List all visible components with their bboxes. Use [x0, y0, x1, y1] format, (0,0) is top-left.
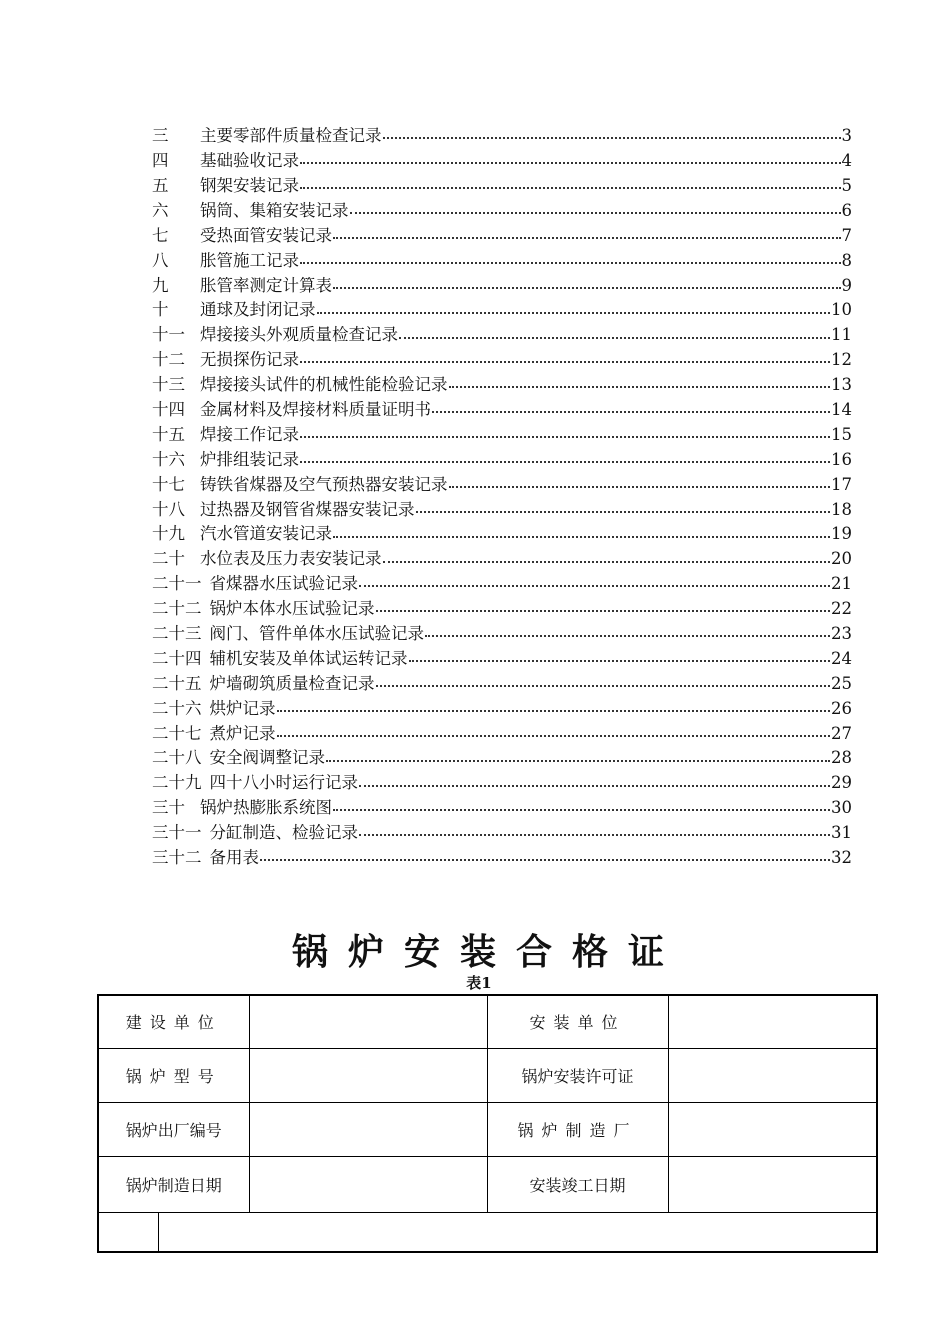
toc-page-number: 31	[831, 823, 852, 843]
toc-number: 十七	[152, 474, 185, 494]
toc-page-number: 15	[831, 424, 852, 444]
toc-entry	[152, 323, 852, 348]
toc-number: 二十七	[152, 723, 202, 743]
toc-title: 通球及封闭记录	[200, 300, 316, 320]
value-manufacturer[interactable]	[668, 1102, 877, 1156]
toc-title: 金属材料及焊接材料质量证明书	[200, 399, 431, 419]
toc-entry	[152, 124, 852, 149]
label-installation-unit: 安装单位	[487, 995, 668, 1048]
toc-entry	[152, 224, 852, 249]
toc-title: 烘炉记录	[209, 698, 276, 718]
toc-page-number: 29	[831, 773, 852, 793]
table-row	[98, 1156, 877, 1212]
certificate-title: 锅炉安装合格证	[291, 931, 684, 973]
toc-title: 省煤器水压试验记录	[209, 574, 358, 594]
toc-number: 三十二	[152, 848, 202, 868]
toc-leader-dots	[300, 262, 841, 264]
value-construction-unit[interactable]	[249, 995, 487, 1048]
toc-leader-dots	[277, 735, 831, 737]
toc-number: 二十二	[152, 599, 202, 619]
toc-number: 二十五	[152, 673, 202, 693]
toc-title: 铸铁省煤器及空气预热器安装记录	[200, 474, 448, 494]
toc-title: 分缸制造、检验记录	[209, 823, 358, 843]
toc-title: 安全阀调整记录	[209, 748, 325, 768]
toc-number: 十六	[152, 449, 185, 469]
toc-title: 无损探伤记录	[200, 350, 299, 370]
toc-page-number: 16	[831, 449, 852, 469]
toc-page-number: 22	[831, 599, 852, 619]
toc-number: 十二	[152, 350, 185, 370]
toc-leader-dots	[333, 536, 830, 538]
toc-entry	[152, 771, 852, 796]
toc-number: 二十一	[152, 574, 202, 594]
toc-title: 基础验收记录	[200, 151, 299, 171]
toc-entry	[152, 647, 852, 672]
toc-entry	[152, 472, 852, 497]
toc-entry	[152, 398, 852, 423]
toc-page-number: 11	[831, 325, 852, 345]
toc-number: 四	[152, 151, 169, 171]
toc-number: 二十六	[152, 698, 202, 718]
toc-leader-dots	[399, 337, 830, 339]
toc-entry	[152, 497, 852, 522]
label-manufacture-date: 锅炉制造日期	[98, 1156, 249, 1212]
toc-number: 二十四	[152, 648, 202, 668]
toc-page-number: 6	[841, 200, 852, 220]
toc-leader-dots	[425, 635, 830, 637]
toc-entry	[152, 174, 852, 199]
toc-number: 六	[152, 200, 169, 220]
toc-number: 十三	[152, 375, 185, 395]
label-completion-date: 安装竣工日期	[487, 1156, 668, 1212]
toc-number: 五	[152, 175, 169, 195]
toc-number: 七	[152, 225, 169, 245]
toc-title: 胀管施工记录	[200, 250, 299, 270]
table-row	[98, 1048, 877, 1102]
toc-leader-dots	[376, 610, 831, 612]
toc-title: 主要零部件质量检查记录	[200, 126, 382, 146]
toc-entry	[152, 199, 852, 224]
toc-number: 九	[152, 275, 169, 295]
toc-number: 十	[152, 300, 169, 320]
value-install-license[interactable]	[668, 1048, 877, 1102]
table-row	[98, 995, 877, 1048]
toc-entry	[152, 348, 852, 373]
toc-number: 十八	[152, 499, 185, 519]
toc-title: 锅炉热膨胀系统图	[200, 798, 332, 818]
label-install-license: 锅炉安装许可证	[487, 1048, 668, 1102]
toc-entry	[152, 273, 852, 298]
toc-leader-dots	[277, 710, 831, 712]
toc-entry	[152, 248, 852, 273]
toc-leader-dots	[359, 834, 830, 836]
toc-entry	[152, 373, 852, 398]
toc-page-number: 21	[831, 574, 852, 594]
toc-leader-dots	[326, 760, 830, 762]
toc-leader-dots	[432, 411, 830, 413]
toc-page-number: 17	[831, 474, 852, 494]
toc-page-number: 20	[831, 549, 852, 569]
toc-entry	[152, 572, 852, 597]
toc-page-number: 7	[841, 225, 852, 245]
toc-number: 三十一	[152, 823, 202, 843]
toc-title: 过热器及钢管省煤器安装记录	[200, 499, 415, 519]
value-boiler-model[interactable]	[249, 1048, 487, 1102]
value-factory-number[interactable]	[249, 1102, 487, 1156]
toc-entry	[152, 448, 852, 473]
toc-leader-dots	[350, 212, 841, 214]
certificate-table	[97, 994, 878, 1253]
toc-entry	[152, 622, 852, 647]
toc-leader-dots	[409, 660, 831, 662]
toc-entry	[152, 547, 852, 572]
toc-title: 炉排组装记录	[200, 449, 299, 469]
toc-title: 受热面管安装记录	[200, 225, 332, 245]
toc-title: 四十八小时运行记录	[209, 773, 358, 793]
toc-page-number: 18	[831, 499, 852, 519]
toc-page-number: 27	[831, 723, 852, 743]
label-factory-number: 锅炉出厂编号	[98, 1102, 249, 1156]
toc-leader-dots	[300, 436, 830, 438]
toc-entry	[152, 846, 852, 871]
toc-title: 焊接工作记录	[200, 424, 299, 444]
toc-number: 八	[152, 250, 169, 270]
toc-number: 二十	[152, 549, 185, 569]
toc-leader-dots	[333, 287, 841, 289]
toc-page-number: 10	[831, 300, 852, 320]
toc-title: 炉墙砌筑质量检查记录	[209, 673, 375, 693]
toc-number: 二十三	[152, 624, 202, 643]
table-row	[98, 1102, 877, 1156]
table-row	[98, 1212, 877, 1252]
toc-entry	[152, 298, 852, 323]
toc-leader-dots	[416, 511, 831, 513]
toc-number: 十九	[152, 524, 185, 544]
toc-leader-dots	[317, 312, 831, 314]
value-manufacture-date[interactable]	[249, 1156, 487, 1212]
value-completion-date[interactable]	[668, 1156, 877, 1212]
toc-page-number: 3	[841, 126, 852, 146]
toc-number: 三	[152, 126, 169, 146]
toc-page-number: 26	[831, 698, 852, 718]
toc-leader-dots	[300, 361, 830, 363]
toc-leader-dots	[359, 585, 830, 587]
toc-page-number: 32	[831, 848, 852, 868]
toc-entry	[152, 423, 852, 448]
toc-page-number: 25	[831, 673, 852, 693]
toc-entry	[152, 721, 852, 746]
toc-title: 钢架安装记录	[200, 175, 299, 195]
toc-leader-dots	[449, 386, 831, 388]
toc-leader-dots	[449, 486, 831, 488]
toc-title: 阀门、管件单体水压试验记录	[209, 624, 424, 643]
toc-page-number: 12	[831, 350, 852, 370]
toc-title: 焊接接头试件的机械性能检验记录	[200, 375, 448, 395]
label-construction-unit: 建设单位	[98, 995, 249, 1048]
toc-entry	[152, 672, 852, 697]
toc-title: 胀管率测定计算表	[200, 275, 332, 295]
toc-page-number: 8	[841, 250, 852, 270]
toc-page-number: 23	[831, 624, 852, 643]
toc-leader-dots	[383, 561, 831, 563]
toc-title: 备用表	[209, 848, 259, 868]
table-of-contents	[152, 124, 852, 871]
toc-page-number: 19	[831, 524, 852, 544]
toc-entry	[152, 796, 852, 821]
label-boiler-model: 锅炉型号	[98, 1048, 249, 1102]
toc-entry	[152, 696, 852, 721]
toc-leader-dots	[333, 809, 830, 811]
toc-leader-dots	[383, 137, 841, 139]
toc-number: 十四	[152, 399, 185, 419]
toc-page-number: 28	[831, 748, 852, 768]
toc-page-number: 9	[841, 275, 852, 295]
toc-leader-dots	[376, 685, 831, 687]
toc-title: 焊接接头外观质量检查记录	[200, 325, 398, 345]
toc-entry	[152, 821, 852, 846]
toc-page-number: 5	[841, 175, 852, 195]
toc-page-number: 24	[831, 648, 852, 668]
toc-title: 汽水管道安装记录	[200, 524, 332, 544]
toc-title: 辅机安装及单体试运转记录	[209, 648, 408, 668]
toc-number: 十五	[152, 424, 185, 444]
toc-leader-dots	[260, 859, 830, 861]
toc-title: 水位表及压力表安装记录	[200, 549, 382, 569]
toc-leader-dots	[300, 162, 841, 164]
toc-title: 锅炉本体水压试验记录	[209, 599, 375, 619]
blank-wide-cell[interactable]	[158, 1212, 877, 1252]
toc-page-number: 13	[831, 375, 852, 395]
toc-title: 锅筒、集箱安装记录	[200, 200, 349, 220]
toc-entry	[152, 597, 852, 622]
value-installation-unit[interactable]	[668, 995, 877, 1048]
toc-entry	[152, 746, 852, 771]
toc-page-number: 30	[831, 798, 852, 818]
blank-cell[interactable]	[98, 1212, 158, 1252]
toc-number: 二十九	[152, 773, 202, 793]
toc-leader-dots	[300, 461, 830, 463]
toc-number: 二十八	[152, 748, 202, 768]
toc-leader-dots	[333, 237, 841, 239]
toc-page-number: 14	[831, 399, 852, 419]
toc-entry	[152, 522, 852, 547]
toc-number: 十一	[152, 325, 185, 345]
toc-page-number: 4	[841, 151, 852, 171]
toc-entry	[152, 149, 852, 174]
toc-number: 三十	[152, 798, 185, 818]
toc-title: 煮炉记录	[209, 723, 276, 743]
table-label: 表1	[466, 974, 492, 992]
toc-leader-dots	[300, 187, 841, 189]
label-manufacturer: 锅炉制造厂	[487, 1102, 668, 1156]
toc-leader-dots	[359, 785, 830, 787]
